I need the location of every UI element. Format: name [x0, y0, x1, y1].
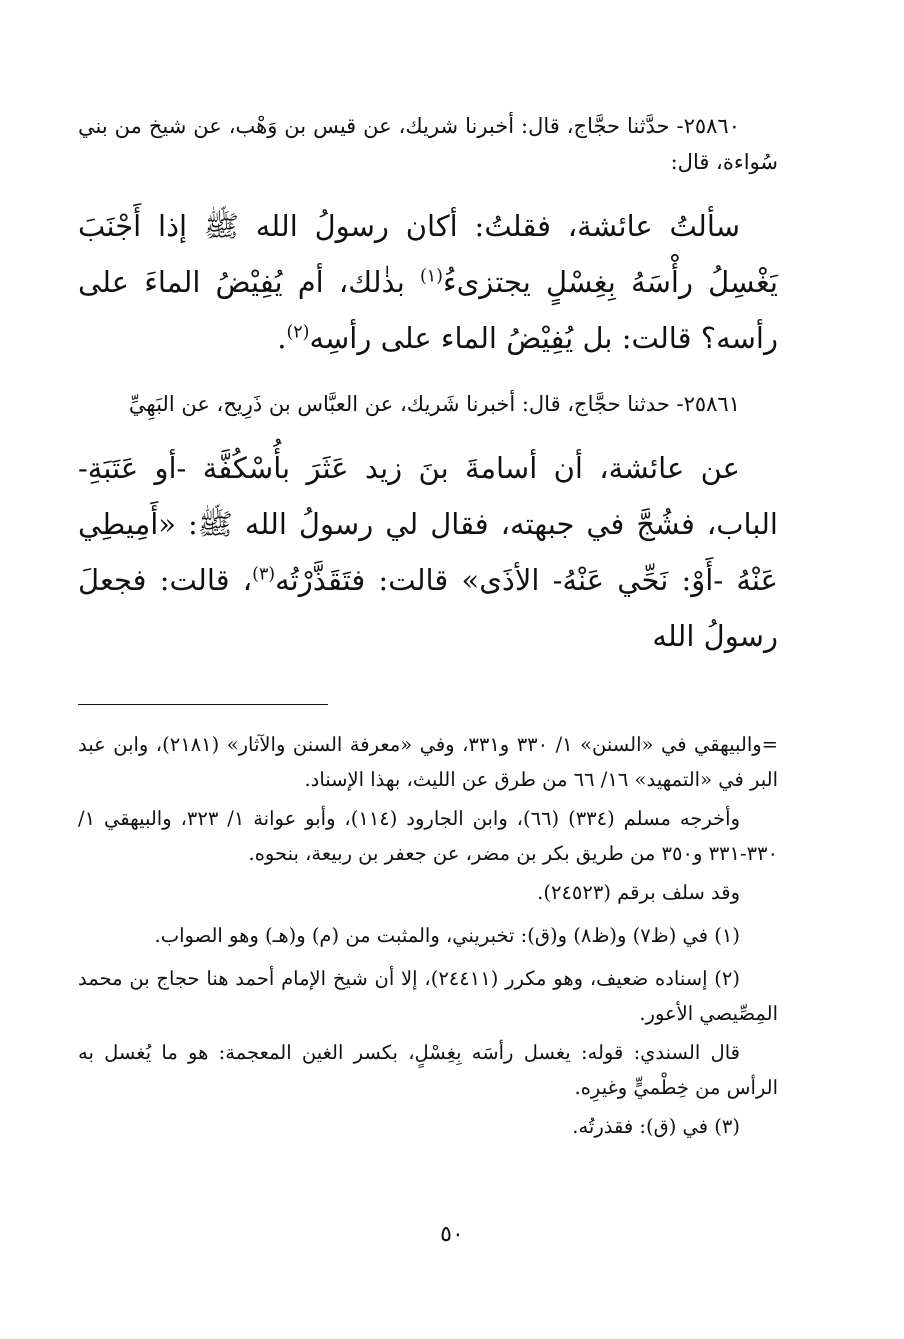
footnote-ref-1: (١) [420, 266, 443, 287]
footnote-2-continuation: قال السندي: قوله: يغسل رأسَه بِغِسْلٍ، بكسر الغين المعجمة: هو ما يُغسل به الرأس من خِطْميٍّ وغيرِه. [78, 1041, 778, 1099]
isnad-line-2: عن البَهِيِّ [128, 392, 210, 416]
footnote-continuation-1: =والبيهقي في «السنن» ١/ ٣٣٠ و٣٣١، وفي «معرفة السنن والآثار» (٢١٨١)، وابن عبد البر في «التمهيد» ١٦/ ٦٦ من طرق عن الليث، بهذا الإسناد. [78, 733, 778, 791]
matn-part-b: ، قالت: فجعلَ رسولُ الله [78, 563, 778, 653]
footnote-continuation-2: وأخرجه مسلم (٣٣٤) (٦٦)، وابن الجارود (١١٤)، وأبو عوانة ١/ ٣٢٣، والبيهقي ١/ ٣٣٠-٣٣١ و٣٥٠ من طريق بكر بن مضر، عن جعفر بن ربيعة، بنحوه. [78, 807, 778, 865]
isnad-line-1: ٢٥٨٦١- حدثنا حجَّاج، قال: أخبرنا شَريك، عن العبَّاس بن ذَرِيح، [216, 392, 740, 416]
hadith-25861-isnad [78, 386, 778, 422]
page-number: ٥٠ [440, 1222, 464, 1247]
footnote-ref-3: (٣) [252, 564, 276, 585]
hadith-25860-matn [78, 198, 778, 366]
matn-end: . [277, 321, 287, 355]
footnote-continuation-3: وقد سلف برقم (٢٤٥٢٣). [537, 881, 740, 904]
footnote-separator [78, 704, 328, 705]
matn-part-b: بذٰلك، أم يُفِيْضُ الماءَ على رأسه؟ قالت: بل يُفِيْضُ الماء على رأسِه [78, 265, 778, 355]
isnad-line-1: ٢٥٨٦٠- حدَّثنا حجَّاج، قال: أخبرنا شريك، عن قيس بن وَهْب، [228, 114, 740, 138]
footnote-2: (٢) إسناده ضعيف، وهو مكرر (٢٤٤١١)، إلا أن شيخ الإمام أحمد هنا حجاج بن محمد المِصِّيصي الأعور. [78, 967, 778, 1025]
footnote-1: (١) في (ظ٧) و(ظ٨) و(ق): تخبريني، والمثبت من (م) و(هـ) وهو الصواب. [154, 924, 740, 947]
page-body [78, 108, 778, 1148]
footnote-3: (٣) في (ق): فقذرتُه. [572, 1115, 740, 1138]
hadith-25860-isnad [78, 108, 778, 180]
footnote-ref-2: (٢) [286, 322, 310, 343]
hadith-25861-matn [78, 440, 778, 664]
matn-part-a: عن عائشة، أن أسامةَ بنَ زيد عَثَرَ بأُسْكُفَّة -أو عَتَبَةِ- الباب، فشُجَّ في جبهته، فقال لي رسولُ الله ﷺ: «أَمِيطِي عَنْهُ -أَوْ: نَحِّي عَنْهُ- الأذَى» قالت: فتَقَذَّرْتُه [78, 451, 778, 597]
isnad-line-2: عن شيخ من بني سُواءة، قال: [78, 114, 778, 174]
matn-part-a: سألتُ عائشة، فقلتُ: أكان رسولُ الله ﷺ إذا أَجْنَبَ يَغْسِلُ رأْسَهُ بِغِسْلٍ يجتزىءُ [78, 209, 779, 299]
